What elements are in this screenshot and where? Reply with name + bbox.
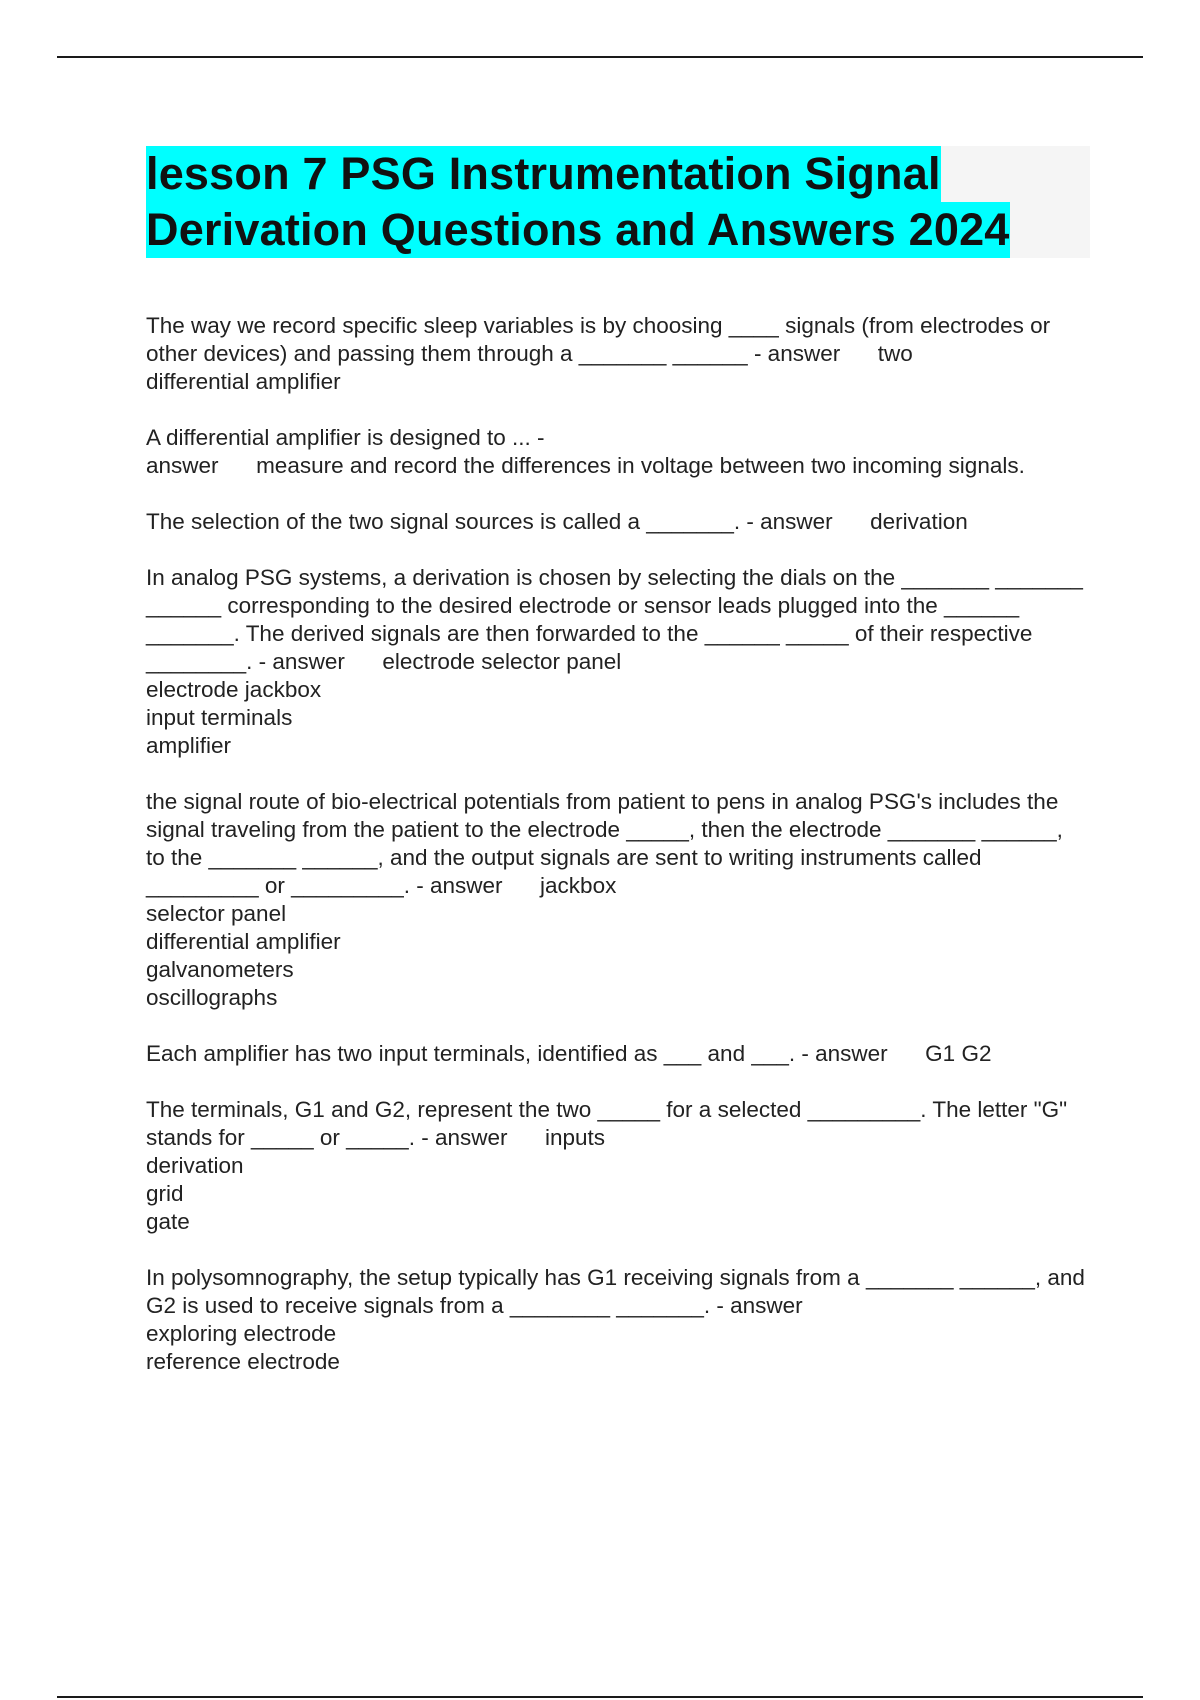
question-text: the signal route of bio-electrical potentials from patient to pens in analog PSG's includes the signal traveling from the patient to the electrode _____, then the electrode _______ ______, to the _______ ______, and the output signals are sent to writing instruments called _________ or _________. - answer — [146, 789, 1070, 898]
answer-text: jackbox — [540, 873, 617, 898]
qa-item — [146, 312, 1086, 396]
answer-text: gate — [146, 1209, 190, 1234]
answer-text: input terminals — [146, 705, 293, 730]
question-text: The selection of the two signal sources is called a _______. - answer — [146, 509, 833, 534]
qa-item — [146, 788, 1086, 1012]
question-text: In polysomnography, the setup typically has G1 receiving signals from a _______ ______, and G2 is used to receive signals from a ________ _______. - answer — [146, 1265, 1092, 1318]
question-text: In analog PSG systems, a derivation is chosen by selecting the dials on the _______ _______ ______ corresponding to the desired electrode or sensor leads plugged into the ______ _______. The derived signals are then forwarded to the ______ _____ of their respective ________. - answer — [146, 565, 1090, 674]
answer-text: two — [877, 341, 913, 366]
answer-text: galvanometers — [146, 957, 294, 982]
answer-text: inputs — [545, 1125, 606, 1150]
answer-text: measure and record the differences in voltage between two incoming signals. — [256, 453, 1025, 478]
answer-text: reference electrode — [146, 1349, 340, 1374]
qa-item — [146, 1096, 1086, 1236]
answer-text: derivation — [146, 1153, 244, 1178]
top-rule — [57, 56, 1143, 58]
bottom-rule — [57, 1696, 1143, 1698]
question-text: A differential amplifier is designed to ... - answer — [146, 425, 551, 478]
qa-item — [146, 1040, 1086, 1068]
document-title — [146, 146, 1090, 258]
question-text: The terminals, G1 and G2, represent the two _____ for a selected _________. The letter "G" stands for _____ or _____. - answer — [146, 1097, 1074, 1150]
answer-text: amplifier — [146, 733, 232, 758]
answer-text: grid — [146, 1181, 184, 1206]
question-text: The way we record specific sleep variables is by choosing ____ signals (from electrodes or other devices) and passing them through a _______ ______ - answer — [146, 313, 1057, 366]
question-text: Each amplifier has two input terminals, identified as ___ and ___. - answer — [146, 1041, 888, 1066]
answer-text: differential amplifier — [146, 929, 341, 954]
title-line-2: Derivation Questions and Answers 2024 — [146, 202, 1010, 258]
qa-item — [146, 508, 1086, 536]
answer-text: selector panel — [146, 901, 287, 926]
qa-item — [146, 564, 1090, 760]
title-line-1: lesson 7 PSG Instrumentation Signal — [146, 146, 941, 202]
qa-item — [146, 1264, 1092, 1376]
answer-text: differential amplifier — [146, 369, 341, 394]
answer-text: exploring electrode — [146, 1321, 337, 1346]
answer-text: electrode jackbox — [146, 677, 322, 702]
answer-text: oscillographs — [146, 985, 278, 1010]
answer-text: G1 G2 — [925, 1041, 992, 1066]
qa-list — [146, 312, 1092, 1404]
answer-text: electrode selector panel — [382, 649, 622, 674]
qa-item — [146, 424, 1086, 480]
answer-text: derivation — [870, 509, 968, 534]
